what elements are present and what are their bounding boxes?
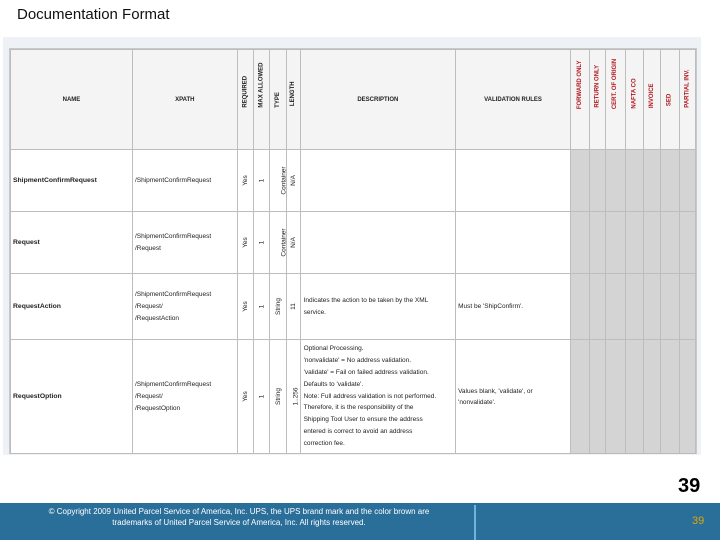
- cell-cert-of-origin: [606, 274, 625, 340]
- cell-return-only: [590, 212, 606, 274]
- footer-copyright: [8, 506, 470, 528]
- cell-partial-inv: [679, 274, 695, 340]
- cell-partial-inv: [679, 150, 695, 212]
- cell-xpath: /ShipmentConfirmRequest /Request/ /RequestAction: [132, 274, 237, 340]
- cell-max-allowed: 1: [253, 340, 269, 454]
- cell-sed: [661, 340, 679, 454]
- header-nafta-co: NAFTA CO: [625, 50, 643, 150]
- cell-required: Yes: [237, 340, 253, 454]
- cell-max-allowed: 1: [253, 212, 269, 274]
- cell-sed: [661, 212, 679, 274]
- cell-description: [300, 150, 455, 212]
- cell-nafta-co: [625, 274, 643, 340]
- cell-validation-rules: [456, 150, 571, 212]
- header-xpath: XPATH: [132, 50, 237, 150]
- cell-length: N/A: [287, 150, 300, 212]
- slide-title: Documentation Format: [17, 6, 170, 23]
- cell-invoice: [644, 150, 661, 212]
- cell-sed: [661, 150, 679, 212]
- header-partial-inv: PARTIAL INV.: [679, 50, 695, 150]
- header-sed: SED: [661, 50, 679, 150]
- cell-xpath: /ShipmentConfirmRequest: [132, 150, 237, 212]
- cell-type: Container: [270, 150, 287, 212]
- header-type: TYPE: [270, 50, 287, 150]
- cell-forward-only: [570, 212, 589, 274]
- cell-name: RequestOption: [11, 340, 133, 454]
- header-validation-rules: VALIDATION RULES: [456, 50, 571, 150]
- footer-divider: [474, 505, 476, 540]
- spec-table: [10, 49, 696, 454]
- header-forward-only: FORWARD ONLY: [570, 50, 589, 150]
- cell-length: 1..256: [287, 340, 300, 454]
- header-description: DESCRIPTION: [300, 50, 455, 150]
- table-header-row: [11, 50, 696, 150]
- cell-return-only: [590, 274, 606, 340]
- cell-name: Request: [11, 212, 133, 274]
- cell-validation-rules: [456, 212, 571, 274]
- cell-xpath: /ShipmentConfirmRequest /Request/ /RequestOption: [132, 340, 237, 454]
- cell-invoice: [644, 212, 661, 274]
- header-invoice: INVOICE: [644, 50, 661, 150]
- cell-required: Yes: [237, 150, 253, 212]
- cell-type: String: [270, 340, 287, 454]
- cell-partial-inv: [679, 212, 695, 274]
- cell-name: RequestAction: [11, 274, 133, 340]
- cell-forward-only: [570, 274, 589, 340]
- cell-xpath: /ShipmentConfirmRequest /Request: [132, 212, 237, 274]
- header-required: REQUIRED: [237, 50, 253, 150]
- table-row: [11, 212, 696, 274]
- header-max-allowed: MAX ALLOWED: [253, 50, 269, 150]
- table-row: [11, 150, 696, 212]
- footer-copyright-line2: trademarks of United Parcel Service of America, Inc. All rights reserved.: [112, 518, 366, 527]
- cell-sed: [661, 274, 679, 340]
- cell-forward-only: [570, 340, 589, 454]
- cell-nafta-co: [625, 150, 643, 212]
- cell-invoice: [644, 340, 661, 454]
- cell-type: String: [270, 274, 287, 340]
- cell-return-only: [590, 150, 606, 212]
- document-image-frame: [3, 37, 701, 455]
- cell-required: Yes: [237, 212, 253, 274]
- cell-length: N/A: [287, 212, 300, 274]
- cell-description: [300, 212, 455, 274]
- cell-max-allowed: 1: [253, 150, 269, 212]
- cell-nafta-co: [625, 212, 643, 274]
- spec-table-sheet: [9, 48, 697, 454]
- cell-type: Container: [270, 212, 287, 274]
- table-row: [11, 274, 696, 340]
- cell-name: ShipmentConfirmRequest: [11, 150, 133, 212]
- cell-cert-of-origin: [606, 150, 625, 212]
- cell-max-allowed: 1: [253, 274, 269, 340]
- cell-invoice: [644, 274, 661, 340]
- cell-description: Indicates the action to be taken by the XML service.: [300, 274, 455, 340]
- cell-partial-inv: [679, 340, 695, 454]
- cell-length: 11: [287, 274, 300, 340]
- cell-required: Yes: [237, 274, 253, 340]
- footer-copyright-line1: © Copyright 2009 United Parcel Service of America, Inc. UPS, the UPS brand mark and the color brown are: [48, 507, 430, 516]
- page-number: 39: [678, 475, 701, 497]
- cell-forward-only: [570, 150, 589, 212]
- header-cert-of-origin: CERT. OF ORIGIN: [606, 50, 625, 150]
- header-length: LENGTH: [287, 50, 300, 150]
- cell-validation-rules: Values blank, 'validate', or 'nonvalidate'.: [456, 340, 571, 454]
- footer-page-number: 39: [692, 515, 705, 527]
- cell-nafta-co: [625, 340, 643, 454]
- table-row: [11, 340, 696, 454]
- header-name: NAME: [11, 50, 133, 150]
- cell-cert-of-origin: [606, 212, 625, 274]
- cell-validation-rules: Must be 'ShipConfirm'.: [456, 274, 571, 340]
- cell-description: Optional Processing. 'nonvalidate' = No address validation. 'validate' = Fail on failed address validation. Defaults to 'validate'. Note: Full address validation is not performed. Therefore, it is the responsibility of the Shipping Tool User to ensure the address entered is correct to avoid an address correction fee.: [300, 340, 455, 454]
- cell-cert-of-origin: [606, 340, 625, 454]
- header-return-only: RETURN ONLY: [590, 50, 606, 150]
- cell-return-only: [590, 340, 606, 454]
